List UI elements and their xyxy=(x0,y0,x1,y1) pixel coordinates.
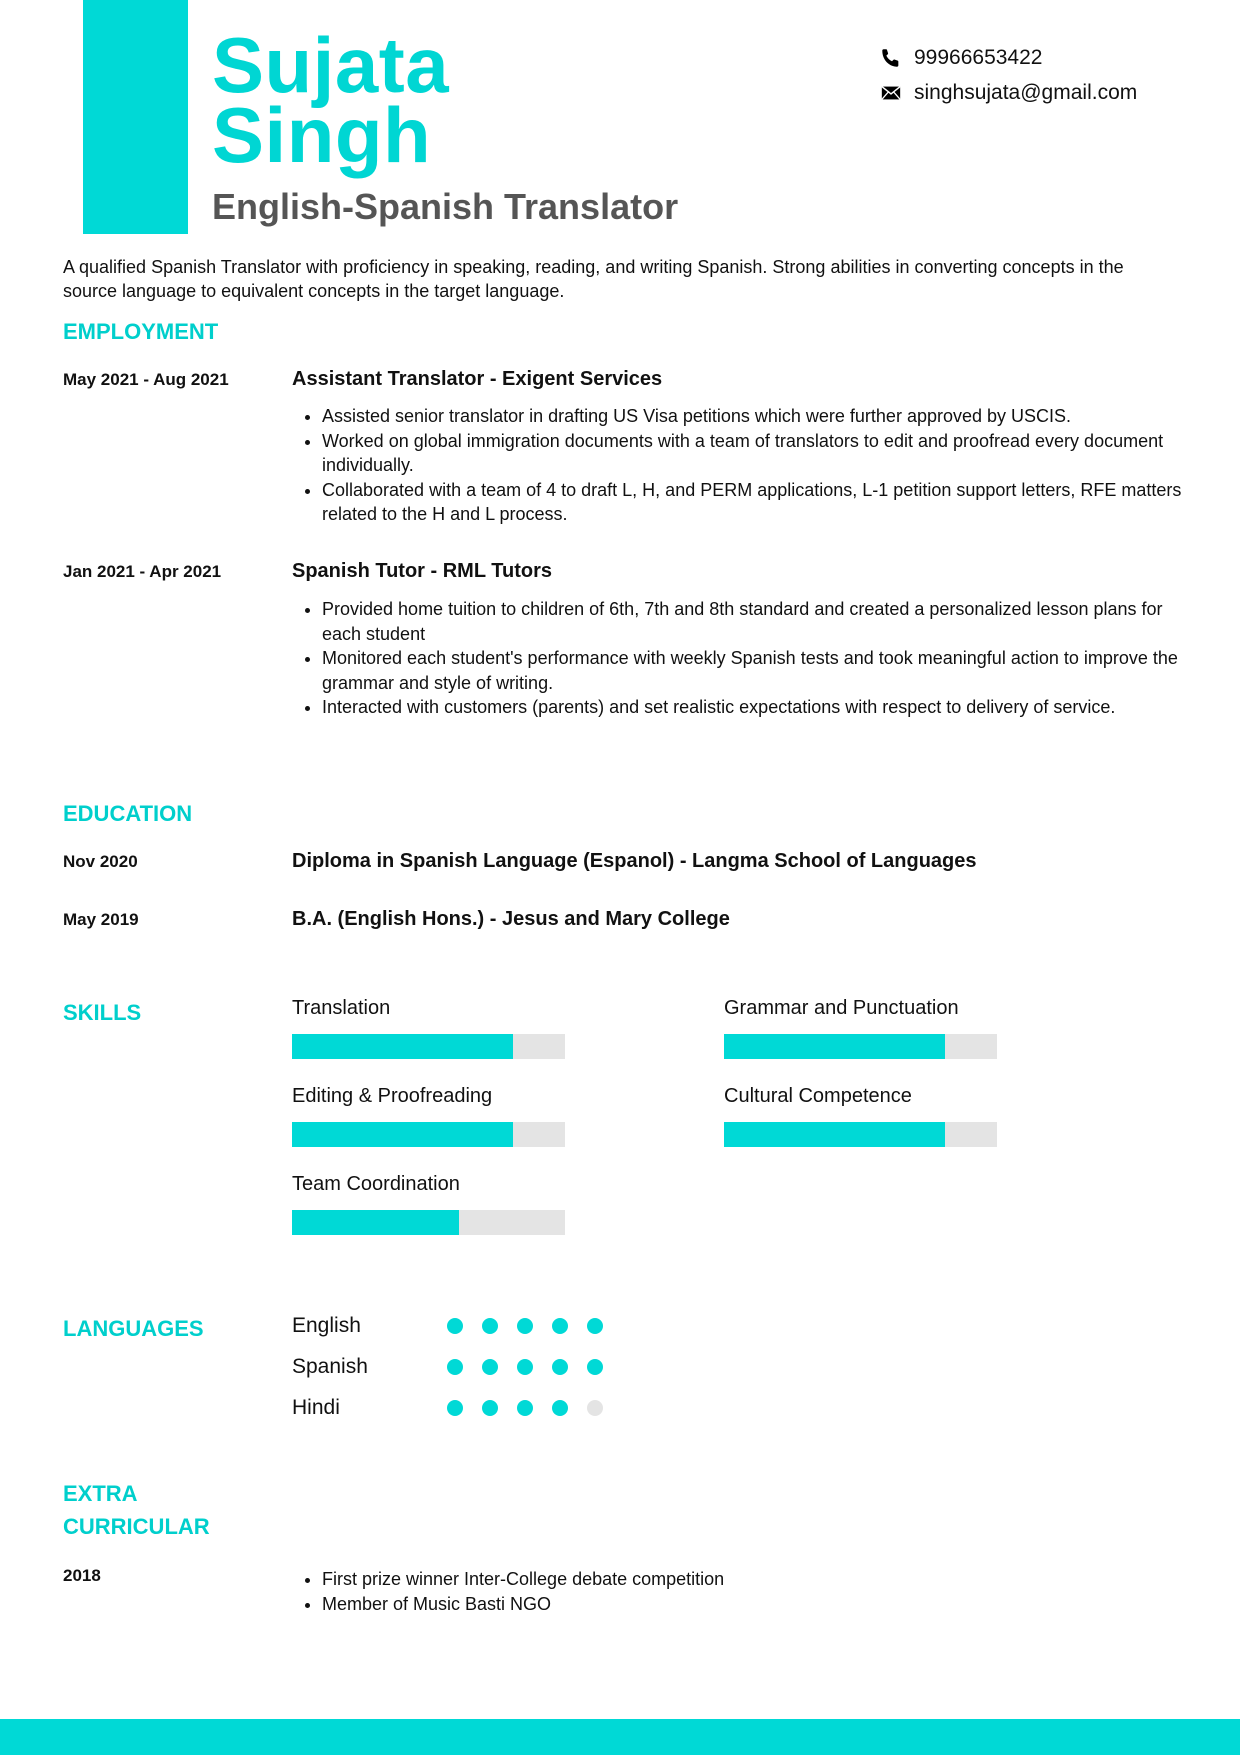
rating-dot xyxy=(517,1318,533,1334)
extra-bullets xyxy=(292,1567,1182,1616)
language-name: English xyxy=(292,1314,361,1337)
language-row xyxy=(292,1352,622,1382)
job-bullets xyxy=(292,404,1182,527)
section-title-languages: LANGUAGES xyxy=(63,1316,204,1341)
skill-item xyxy=(724,1085,997,1147)
language-name: Hindi xyxy=(292,1396,340,1419)
skill-bar-fill xyxy=(292,1122,513,1147)
skill-item xyxy=(292,997,565,1059)
skill-item xyxy=(292,1173,565,1235)
phone-number[interactable]: 99966653422 xyxy=(914,45,1043,69)
email-row xyxy=(880,75,1137,110)
rating-dot xyxy=(517,1400,533,1416)
envelope-icon xyxy=(880,82,902,104)
list-item: • First prize winner Inter-College debate competition xyxy=(322,1567,1182,1592)
list-item: • Provided home tuition to children of 6th, 7th and 8th standard and created a personalized lesson plans for each student xyxy=(322,597,1182,646)
skill-bar xyxy=(724,1122,997,1147)
header-accent-bar xyxy=(83,0,188,234)
rating-dot xyxy=(482,1359,498,1375)
rating-dot xyxy=(482,1400,498,1416)
list-item: • Collaborated with a team of 4 to draft L, H, and PERM applications, L-1 petition support letters, RFE matters related to the H and L process. xyxy=(322,478,1182,527)
extra-date: 2018 xyxy=(63,1566,101,1585)
skill-item xyxy=(724,997,997,1059)
rating-dot xyxy=(447,1359,463,1375)
skill-bar-fill xyxy=(724,1034,945,1059)
list-item: • Interacted with customers (parents) and set realistic expectations with respect to delivery of service. xyxy=(322,695,1182,720)
language-row xyxy=(292,1311,622,1341)
rating-dot xyxy=(517,1359,533,1375)
education-heading: B.A. (English Hons.) - Jesus and Mary College xyxy=(292,908,730,930)
skill-label: Editing & Proofreading xyxy=(292,1085,493,1107)
phone-icon xyxy=(880,47,902,69)
education-date: Nov 2020 xyxy=(63,852,138,871)
language-name: Spanish xyxy=(292,1355,368,1378)
rating-dot xyxy=(587,1359,603,1375)
skill-bar xyxy=(292,1122,565,1147)
rating-dot xyxy=(587,1318,603,1334)
language-rating xyxy=(447,1318,622,1334)
skill-label: Team Coordination xyxy=(292,1173,460,1195)
section-title-line: EXTRA xyxy=(63,1481,138,1506)
skill-bar xyxy=(292,1034,565,1059)
skill-bar xyxy=(724,1034,997,1059)
job-dates: May 2021 - Aug 2021 xyxy=(63,370,229,389)
job-heading: Assistant Translator - Exigent Services xyxy=(292,368,663,390)
section-title-education: EDUCATION xyxy=(63,801,193,826)
rating-dot xyxy=(447,1318,463,1334)
skill-label: Translation xyxy=(292,997,391,1019)
footer-accent-bar xyxy=(0,1719,1240,1755)
rating-dot xyxy=(552,1318,568,1334)
skill-bar-fill xyxy=(292,1034,513,1059)
job-heading: Spanish Tutor - RML Tutors xyxy=(292,560,552,582)
section-title-employment: EMPLOYMENT xyxy=(63,319,219,344)
skill-label: Grammar and Punctuation xyxy=(724,997,959,1019)
list-item: • Member of Music Basti NGO xyxy=(322,1592,1182,1617)
candidate-name xyxy=(212,21,450,179)
language-rating xyxy=(447,1400,622,1416)
rating-dot xyxy=(552,1359,568,1375)
rating-dot xyxy=(482,1318,498,1334)
list-item: • Monitored each student's performance with weekly Spanish tests and took meaningful action to improve the grammar and style of writing. xyxy=(322,646,1182,695)
skill-item xyxy=(292,1085,565,1147)
phone-row xyxy=(880,40,1137,75)
skill-label: Cultural Competence xyxy=(724,1085,912,1107)
profile-summary: A qualified Spanish Translator with proficiency in speaking, reading, and writing Spanish. Strong abilities in converting concepts in the source language to equivalent concepts in the target language. xyxy=(63,257,1124,301)
rating-dot xyxy=(552,1400,568,1416)
skill-bar xyxy=(292,1210,565,1235)
rating-dot xyxy=(447,1400,463,1416)
job-title: English-Spanish Translator xyxy=(212,186,679,227)
first-name: Sujata xyxy=(212,21,450,109)
language-row xyxy=(292,1393,622,1423)
rating-dot xyxy=(587,1400,603,1416)
job-bullets xyxy=(292,597,1182,720)
list-item: • Assisted senior translator in drafting US Visa petitions which were further approved by USCIS. xyxy=(322,404,1182,429)
job-dates: Jan 2021 - Apr 2021 xyxy=(63,562,222,581)
language-rating xyxy=(447,1359,622,1375)
section-title-line: CURRICULAR xyxy=(63,1514,210,1539)
section-title-extra-curricular xyxy=(63,1477,210,1543)
skill-bar-fill xyxy=(292,1210,459,1235)
education-heading: Diploma in Spanish Language (Espanol) - Langma School of Languages xyxy=(292,850,977,872)
skill-bar-fill xyxy=(724,1122,945,1147)
education-date: May 2019 xyxy=(63,910,139,929)
last-name: Singh xyxy=(212,91,432,179)
list-item: • Worked on global immigration documents with a team of translators to edit and proofread every document individually. xyxy=(322,429,1182,478)
section-title-skills: SKILLS xyxy=(63,1000,142,1025)
contact-block xyxy=(880,40,1137,110)
email-address[interactable]: singhsujata@gmail.com xyxy=(914,80,1138,104)
